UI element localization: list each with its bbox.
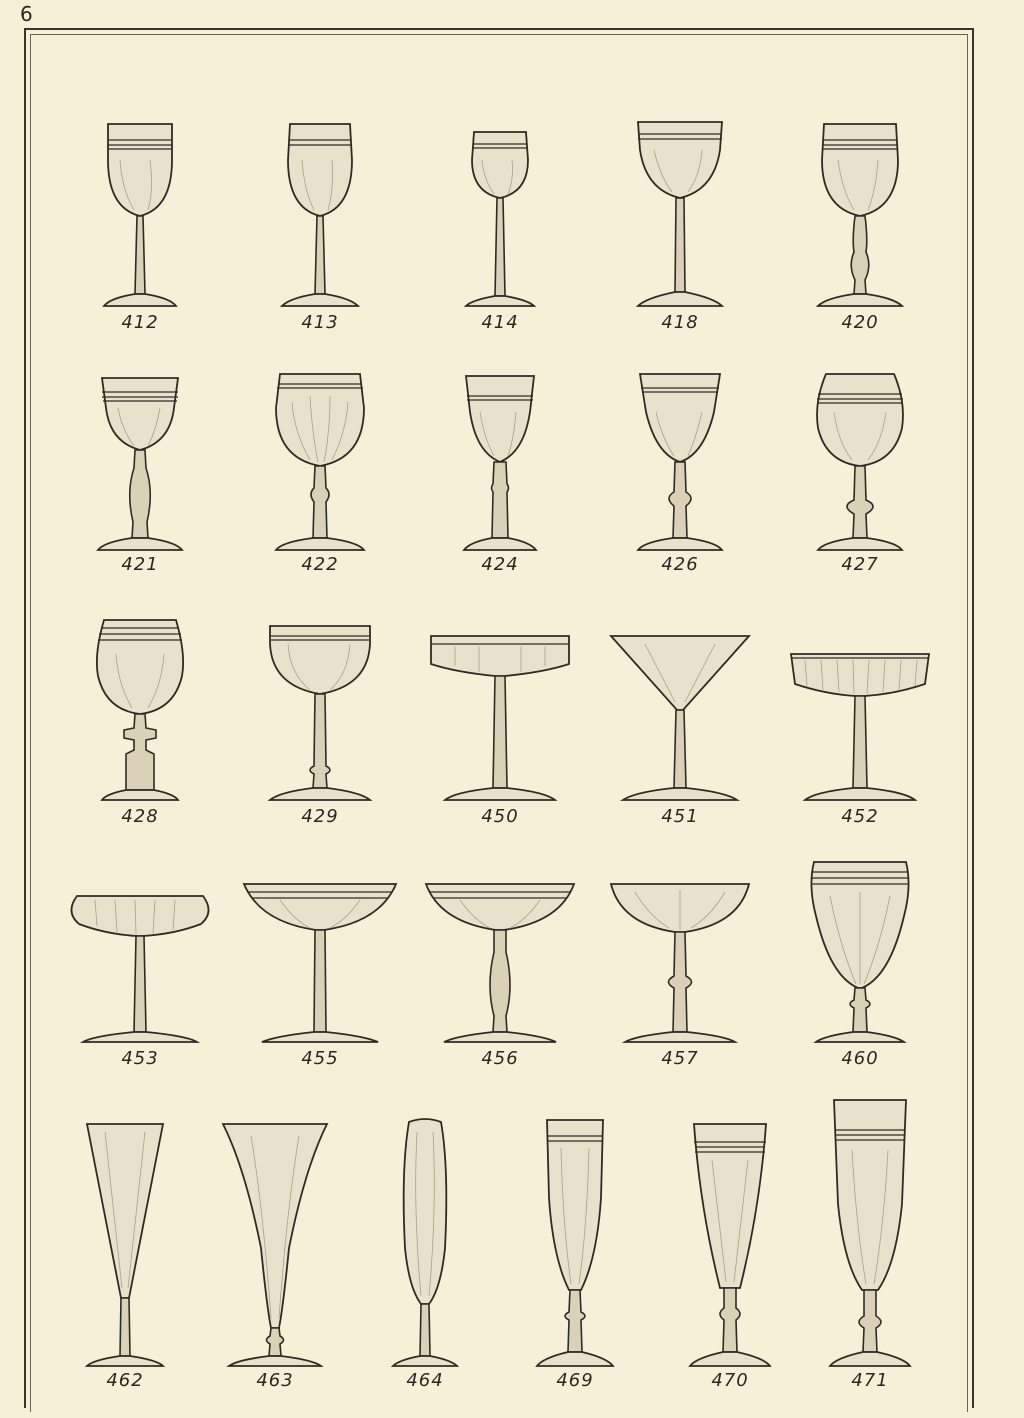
wine-goblet-knob-stem-icon xyxy=(810,120,910,310)
catalog-item-450 xyxy=(410,614,590,827)
martini-glass-icon xyxy=(605,614,755,804)
catalog-item-469 xyxy=(500,1108,650,1391)
catalog-item-460 xyxy=(770,856,950,1069)
item-number: 426 xyxy=(661,554,699,575)
item-number: 427 xyxy=(841,554,879,575)
item-number: 450 xyxy=(481,806,519,827)
item-number: 452 xyxy=(841,806,879,827)
item-number: 463 xyxy=(256,1370,294,1391)
item-number: 413 xyxy=(301,312,339,333)
champagne-coupe-straight-icon xyxy=(425,614,575,804)
catalog-item-462 xyxy=(50,1108,200,1391)
catalog-item-428 xyxy=(50,614,230,827)
catalog-item-412 xyxy=(50,120,230,333)
catalog-item-457 xyxy=(590,856,770,1069)
item-number: 412 xyxy=(121,312,159,333)
catalog-item-426 xyxy=(590,372,770,575)
item-number: 455 xyxy=(301,1048,339,1069)
flute-trumpet-wide-icon xyxy=(215,1108,335,1368)
item-number: 460 xyxy=(841,1048,879,1069)
page-number: 6 xyxy=(20,2,33,26)
catalog-item-463 xyxy=(200,1108,350,1391)
catalog-item-414 xyxy=(410,120,590,333)
item-number: 456 xyxy=(481,1048,519,1069)
item-number: 420 xyxy=(841,312,879,333)
item-number: 470 xyxy=(711,1370,749,1391)
catalog-item-418 xyxy=(590,120,770,333)
catalog-item-451 xyxy=(590,614,770,827)
goblet-conical-icon xyxy=(450,372,550,552)
item-number: 418 xyxy=(661,312,699,333)
catalog-item-471 xyxy=(795,1094,945,1391)
catalog-item-422 xyxy=(230,372,410,575)
item-number: 471 xyxy=(851,1370,889,1391)
goblet-round-bowl-icon xyxy=(270,372,370,552)
catalog-item-452 xyxy=(770,614,950,827)
item-number: 422 xyxy=(301,554,339,575)
item-number: 453 xyxy=(121,1048,159,1069)
flute-banded-knob-icon xyxy=(525,1108,625,1368)
champagne-coupe-fluted-icon xyxy=(785,614,935,804)
champagne-coupe-round-icon xyxy=(65,856,215,1046)
item-number: 464 xyxy=(406,1370,444,1391)
champagne-saucer-knob-icon xyxy=(605,856,755,1046)
wine-goblet-small-icon xyxy=(450,120,550,310)
item-number: 429 xyxy=(301,806,339,827)
item-number: 414 xyxy=(481,312,519,333)
champagne-saucer-icon xyxy=(240,856,400,1046)
catalog-item-413 xyxy=(230,120,410,333)
catalog-item-429 xyxy=(230,614,410,827)
goblet-ringed-stem-icon xyxy=(90,614,190,804)
wine-goblet-banded-icon xyxy=(90,120,190,310)
goblet-conical-knob-icon xyxy=(630,372,730,552)
flute-narrow-icon xyxy=(375,1108,475,1368)
flute-trumpet-icon xyxy=(75,1108,175,1368)
wine-goblet-tulip-icon xyxy=(630,120,730,310)
flute-tall-banded-icon xyxy=(820,1094,920,1368)
glass-catalog xyxy=(50,100,950,1400)
flute-banded-knob-icon xyxy=(680,1108,780,1368)
catalog-item-470 xyxy=(655,1108,805,1391)
item-number: 462 xyxy=(106,1370,144,1391)
item-number: 457 xyxy=(661,1048,699,1069)
goblet-wide-bowl-icon xyxy=(250,614,390,804)
wine-goblet-banded-icon xyxy=(270,120,370,310)
catalog-item-464 xyxy=(350,1108,500,1391)
item-number: 428 xyxy=(121,806,159,827)
goblet-tall-banded-icon xyxy=(800,856,920,1046)
catalog-item-420 xyxy=(770,120,950,333)
catalog-item-453 xyxy=(50,856,230,1069)
item-number: 469 xyxy=(556,1370,594,1391)
catalog-item-427 xyxy=(770,372,950,575)
champagne-saucer-baluster-icon xyxy=(420,856,580,1046)
item-number: 424 xyxy=(481,554,519,575)
goblet-baluster-stem-icon xyxy=(90,372,190,552)
catalog-item-421 xyxy=(50,372,230,575)
goblet-round-knob-icon xyxy=(810,372,910,552)
catalog-item-424 xyxy=(410,372,590,575)
item-number: 421 xyxy=(121,554,159,575)
item-number: 451 xyxy=(661,806,699,827)
catalog-item-455 xyxy=(230,856,410,1069)
catalog-item-456 xyxy=(410,856,590,1069)
